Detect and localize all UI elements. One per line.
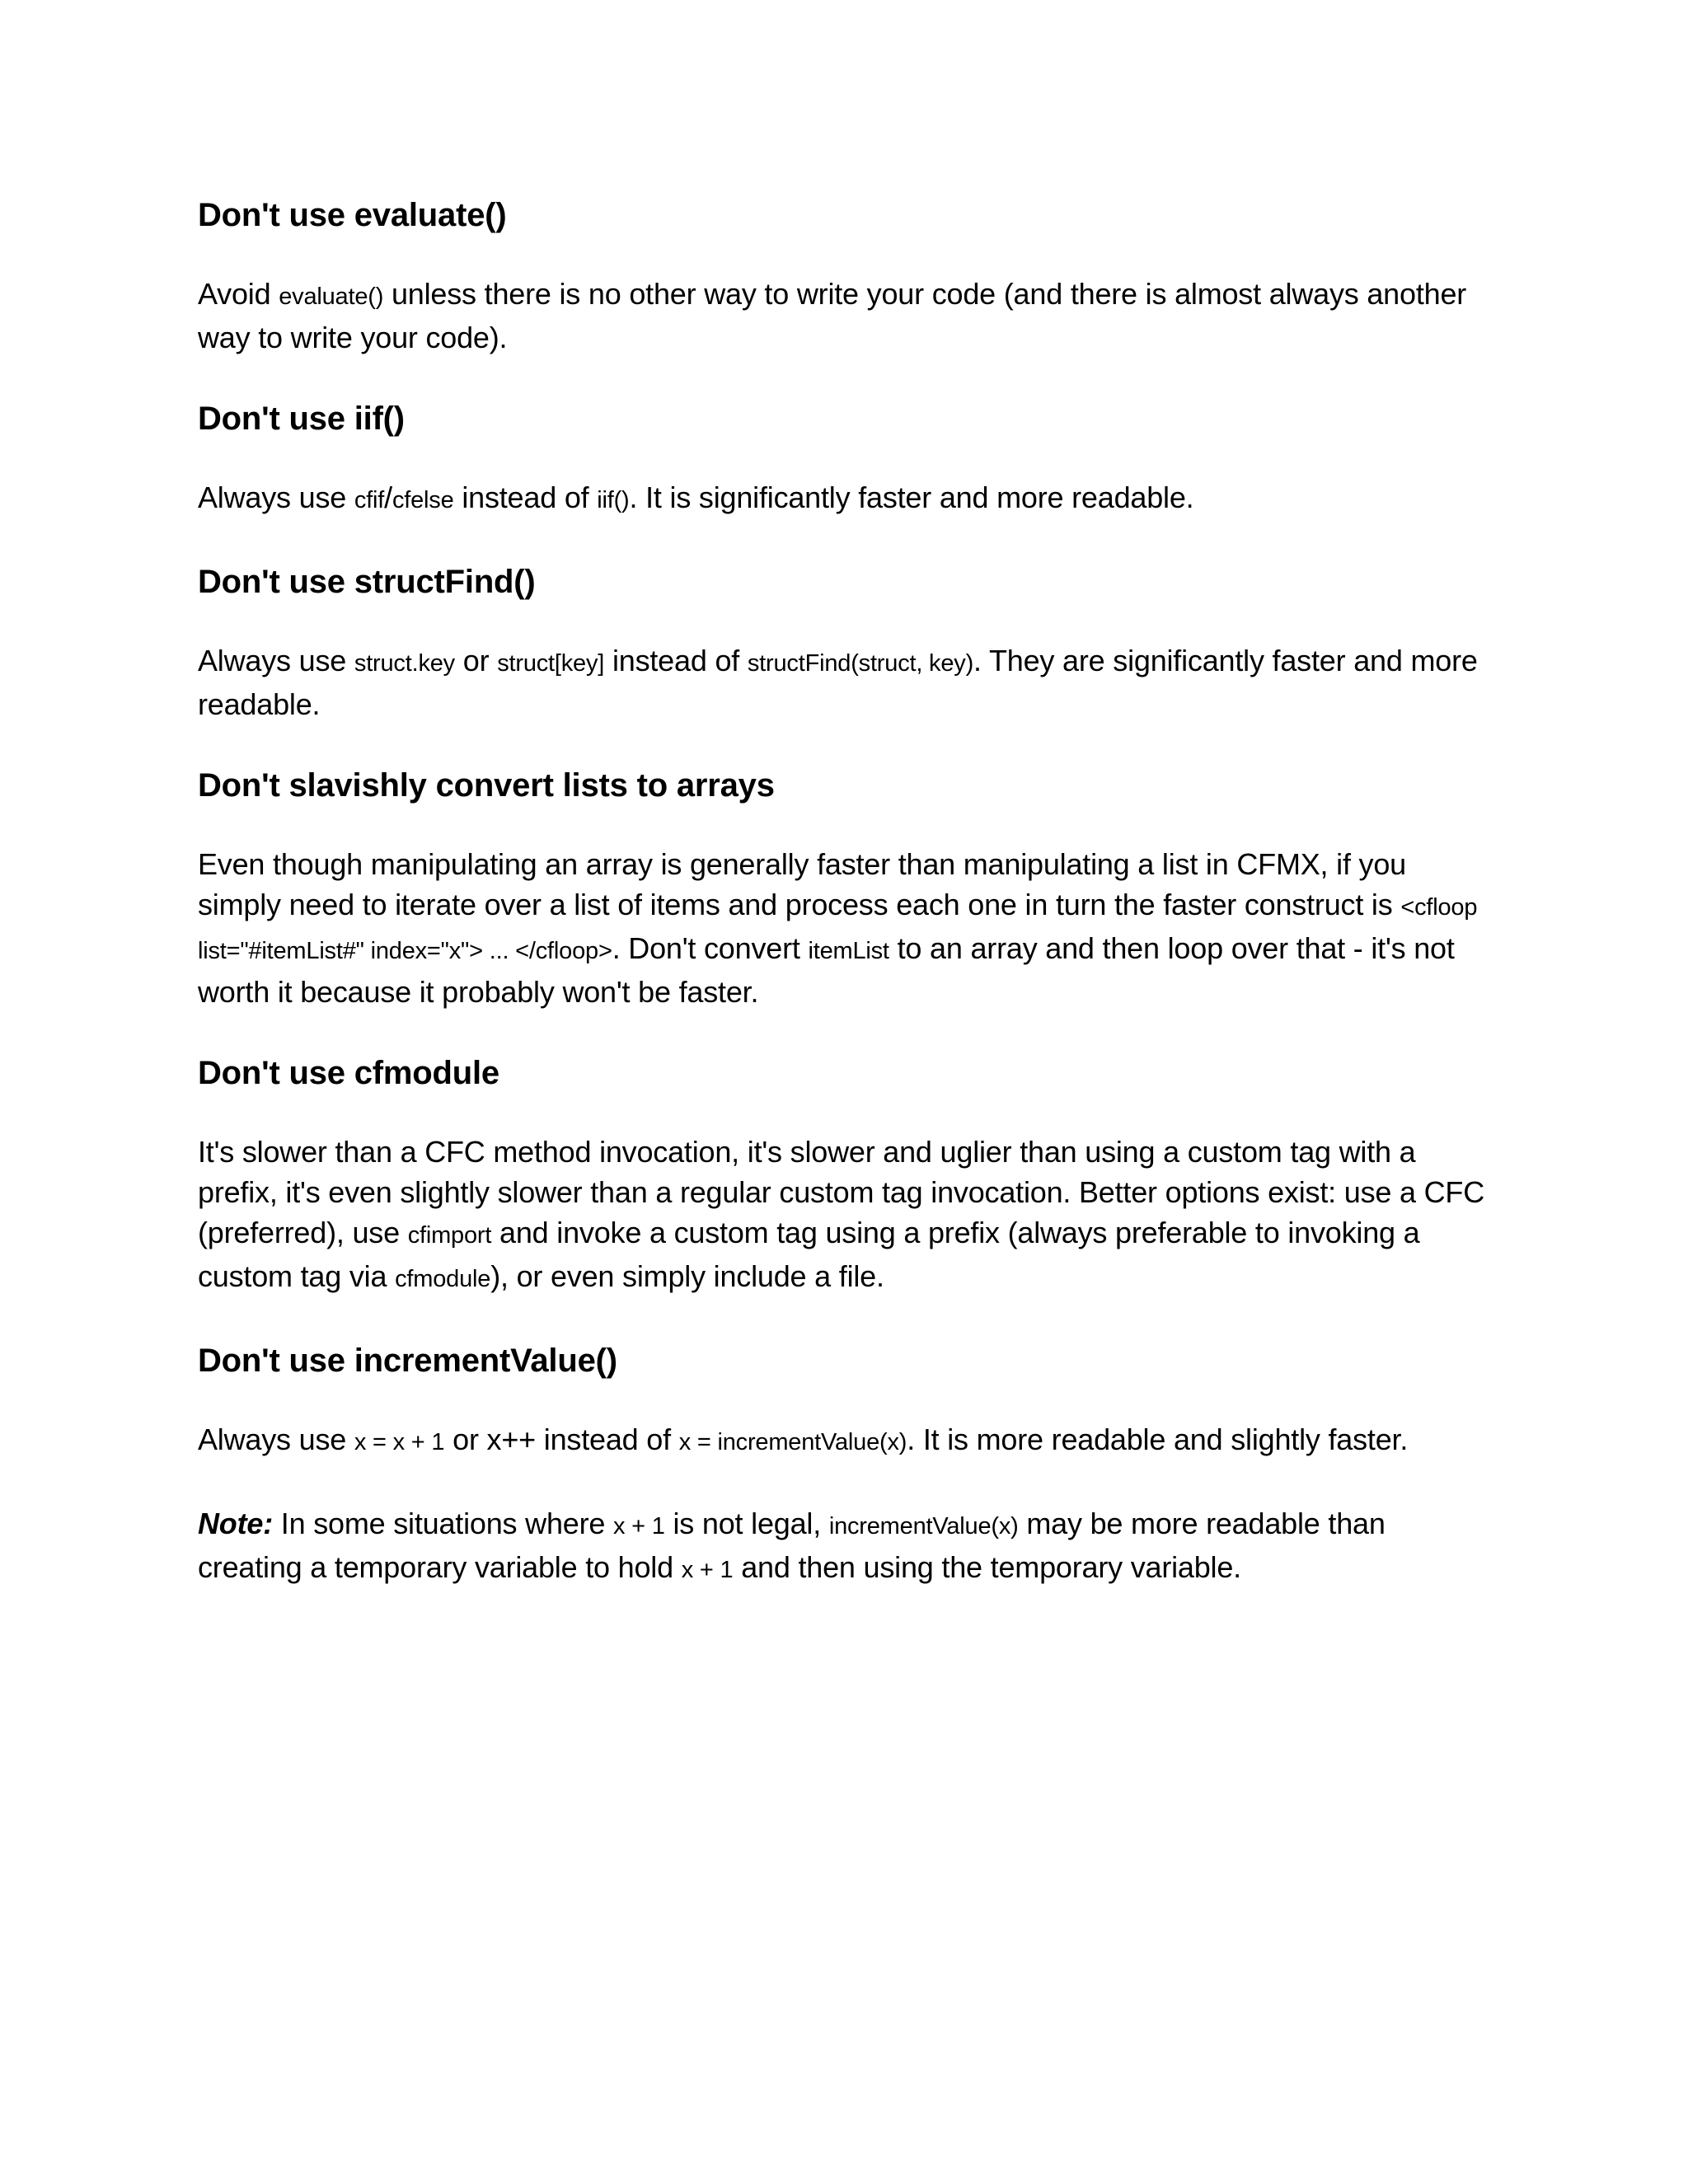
section-paragraph xyxy=(198,274,1492,358)
section-cfmodule xyxy=(198,1052,1492,1300)
code-fragment: evaluate() xyxy=(279,284,384,310)
section-paragraph xyxy=(198,477,1492,521)
text-run: may be more readable than creating a temporary variable to hold xyxy=(198,1507,1386,1584)
text-run: instead of xyxy=(453,480,598,514)
section-iif xyxy=(198,398,1492,521)
section-paragraph xyxy=(198,844,1492,1012)
text-run: is not legal, xyxy=(664,1507,829,1540)
code-fragment: structFind(struct, key) xyxy=(747,650,974,677)
section-paragraph xyxy=(198,640,1492,724)
section-evaluate xyxy=(198,194,1492,358)
text-run: . It is significantly faster and more readable. xyxy=(629,480,1194,514)
code-fragment: <cfloop list="#itemList#" index="x"> ... </cfloop> xyxy=(198,894,1478,964)
code-fragment: itemList xyxy=(808,938,889,964)
section-paragraph xyxy=(198,1132,1492,1300)
text-run: . It is more readable and slightly faster. xyxy=(907,1422,1409,1456)
section-lists-arrays xyxy=(198,765,1492,1012)
code-fragment: x = incrementValue(x) xyxy=(678,1429,907,1455)
text-run: Avoid xyxy=(198,277,279,311)
text-run: Always use xyxy=(198,1422,354,1456)
section-incrementvalue xyxy=(198,1340,1492,1591)
text-run: or xyxy=(454,644,498,677)
text-run: instead of xyxy=(604,644,748,677)
section-heading: Don't use cfmodule xyxy=(198,1055,499,1091)
code-fragment: cfimport xyxy=(407,1222,492,1249)
text-run: It's slower than a CFC method invocation, it's slower and uglier than using a custom tag with a prefix, it's even slightly slower than a regular custom tag invocation. Better options exist: use a CFC (preferred), use xyxy=(198,1135,1485,1249)
code-fragment: iif() xyxy=(597,487,630,513)
text-run: In some situations where xyxy=(273,1507,614,1540)
code-fragment: x + 1 xyxy=(681,1557,734,1583)
document-page xyxy=(198,194,1492,1631)
code-fragment: cfif xyxy=(354,487,385,513)
text-run: and invoke a custom tag using a prefix (always preferable to invoking a custom tag via xyxy=(198,1216,1420,1293)
section-heading: Don't use iif() xyxy=(198,401,405,437)
code-fragment: struct.key xyxy=(354,650,455,677)
section-paragraph xyxy=(198,1419,1492,1463)
text-run: unless there is no other way to write your code (and there is almost always another way to write your code). xyxy=(198,277,1467,354)
text-run: ), or even simply include a file. xyxy=(490,1259,884,1293)
section-heading: Don't use incrementValue() xyxy=(198,1343,617,1379)
code-fragment: cfmodule xyxy=(395,1266,491,1292)
text-run: / xyxy=(384,480,392,514)
note-label: Note: xyxy=(198,1507,273,1540)
text-run: . They are significantly faster and more readable. xyxy=(198,644,1478,721)
text-run: Even though manipulating an array is generally faster than manipulating a list in CFMX, if you simply need to iterate over a list of items and process each one in turn the faster construct is xyxy=(198,847,1406,921)
text-run: Always use xyxy=(198,644,354,677)
code-fragment: x + 1 xyxy=(613,1513,665,1540)
code-fragment: cfelse xyxy=(392,487,454,513)
text-run: . Don't convert xyxy=(612,931,809,965)
code-fragment: incrementValue(x) xyxy=(828,1513,1019,1540)
note-paragraph xyxy=(198,1503,1492,1591)
section-structfind xyxy=(198,561,1492,724)
section-heading: Don't slavishly convert lists to arrays xyxy=(198,767,775,804)
code-fragment: struct[key] xyxy=(497,650,605,677)
section-heading: Don't use evaluate() xyxy=(198,197,507,233)
section-heading: Don't use structFind() xyxy=(198,564,536,600)
text-run: or x++ instead of xyxy=(444,1422,679,1456)
text-run: Always use xyxy=(198,480,354,514)
code-fragment: x = x + 1 xyxy=(354,1429,445,1455)
text-run: to an array and then loop over that - it's not worth it because it probably won't be faster. xyxy=(198,931,1455,1009)
text-run: and then using the temporary variable. xyxy=(733,1550,1241,1584)
